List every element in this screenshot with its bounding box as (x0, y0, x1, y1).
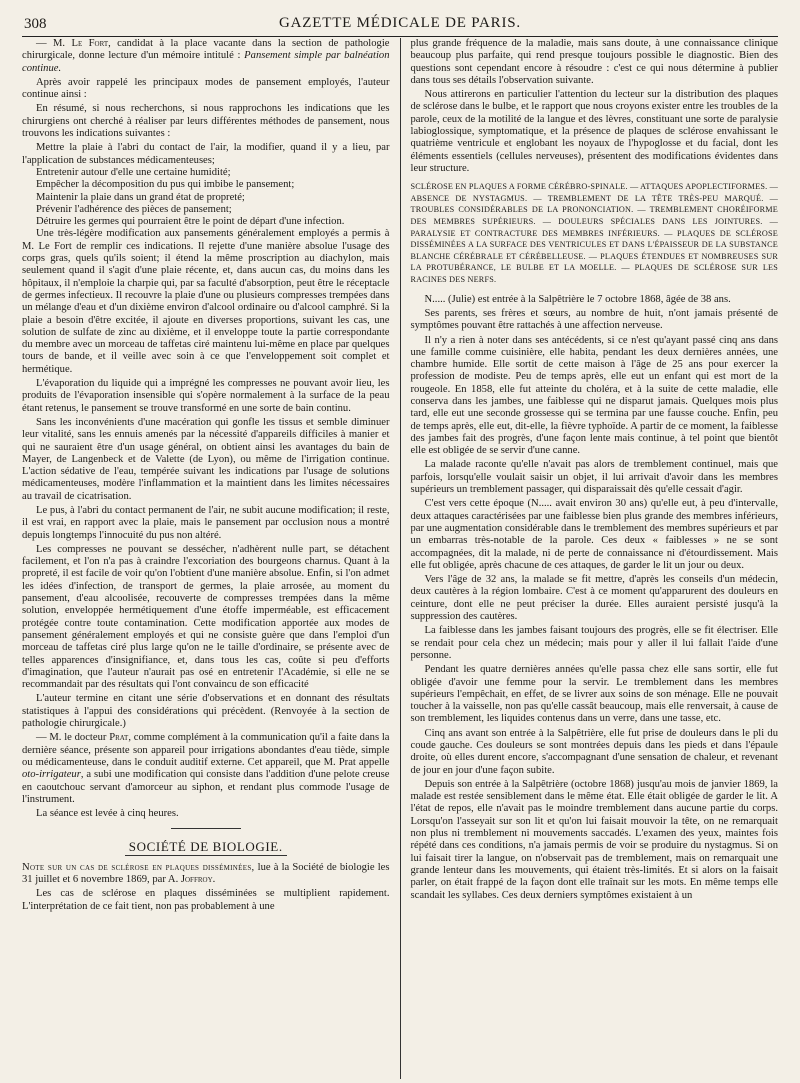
paragraph: Après avoir rappelé les principaux modes de pansement employés, l'auteur continue ainsi : (22, 76, 390, 101)
paragraph: Les cas de sclérose en plaques disséminées se multiplient rapidement. L'interprétation de ce fait tient, non pas probablement à une (22, 888, 390, 912)
paragraph: Le pus, à l'abri du contact permanent de l'air, ne subit aucune modification; il reste, il est vrai, en rapport avec la plaie, mais le pansement par occlusion nous a montré depuis longtemps l'innocuité du pus non altéré. (22, 504, 390, 541)
right-column (401, 38, 779, 1079)
text-run: , candidat à la place vacante dans la section de pathologie chirurgicale, donne lecture d'un mémoire intitulé : (22, 38, 390, 62)
text-run: — M. le docteur (36, 732, 110, 744)
paragraph: Une très-légère modification aux pansements généralement employés a permis à M. Le Fort de remplir ces indications. Il rejette d'une manière absolue l'usage des corps gras, quels qu'ils soient; il étend la même proscription au diachylon, mais seulement quand il s'agit d'une plaie récente, et, dans aucun cas, du moins dans les hôpitaux, il n'emploie la charpie qui, par sa faculté d'absorption, peut être le réceptacle de germes infectieux. Il recouvre la plaie d'une ou plusieurs compresses trempées dans un mélange d'eau et d'un dixième environ d'alcool ordinaire ou d'alcool camphré. Si la plaie a besoin d'être excitée, il ajoute en diverses proportions, suivant les cas, une solution de sulfate de zinc au dixième, et il enveloppe toute la partie correspondante du membre avec un morceau de taffetas ciré maintenu lui-même en place par quelques tours de bande, et il veille avec soin à ce que l'enveloppement soit complet et hermétique. (22, 228, 390, 375)
journal-title: GAZETTE MÉDICALE DE PARIS. (279, 15, 521, 31)
paragraph: Vers l'âge de 32 ans, la malade se fit mettre, d'après les conseils d'un médecin, deux cautères à la région lombaire. C'est à ce moment qu'apparurent des douleurs en ceinture, dont elle ne peut préciser la durée. Elles auraient persisté jusqu'à la suppression des cautères. (410, 574, 778, 623)
memoir-title: Pansement simple par balnéation continue. (22, 50, 390, 74)
page-number: 308 (24, 16, 47, 32)
paragraph: L'évaporation du liquide qui a imprégné les compresses ne pouvant avoir lieu, les produits de l'évaporation insensible qui s'opère normalement à la surface de la peau étant retenus, le pansement se trouve transformé en une sorte de bain continu. (22, 378, 390, 414)
paragraph: Il n'y a rien à noter dans ses antécédents, si ce n'est qu'ayant passé cinq ans dans une famille comme cuisinière, elle habita, pendant les deux dernières années, une chambre humide. Elle sortit de cette maison à l'âge de 25 ans pour exercer la profession de modiste. Peu de temps après, elle eut un enfant qui est mort de la rougeole. En 1858, elle fut atteinte du choléra, et à la suite de cette maladie, elle conserva dans les jambes, une faiblesse qui ne disparut jamais. Quelques mois plus tard, elle eut une seconde grossesse qui se termina par une fausse couche. Enfin, peu de temps après, elle eut, dit-elle, la fièvre typhoïde. A partir de ce moment, la faiblesse des jambes fait des progrès, d'une façon lente mais continue, à tel point que bientôt elle est obligée de se servir d'une canne. (410, 334, 778, 457)
paragraph: C'est vers cette époque (N..... avait environ 30 ans) qu'elle eut, à peu d'intervalle, deux attaques caractérisées par une faiblesse bien plus grande des membres inférieurs, par une augmentation considérable dans le tremblement des membres supérieurs et par un embarras très-notable de la parole. Ces deux « faiblesses » ne se sont accompagnées, dit la malade, ni de perte de connaissance ni d'étourdissement. Mais elle fut obligée, après chacune de ces attaques, de garder le lit un jour ou deux. (410, 498, 778, 571)
text-run: , comme complément à la communication qu'il a faite dans la dernière séance, présente son appareil pour irrigations abondantes d'eau tiède, simple ou médicamenteuse, dans le conduit auditif externe. Cet appareil, que M. Prat appelle (22, 732, 390, 768)
indication-item: Maintenir la plaie dans un grand état de propreté; (36, 191, 245, 203)
note-heading (22, 862, 390, 887)
section-heading (22, 841, 390, 853)
indications-list (22, 142, 390, 228)
note-title: Note sur un cas de sclérose en plaques disséminées, (22, 861, 255, 873)
case-summary (411, 181, 779, 285)
indication-item: Mettre la plaie à l'abri du contact de l'air, la modifier, quand il y a lieu, par l'application de substances médicamenteuses; (22, 142, 390, 166)
indication-item: Empêcher la décomposition du pus qui imbibe le pansement; (36, 179, 295, 191)
text-run: lue à la Société de biologie les 31 juillet et 6 novembre 1869, par A. (22, 861, 390, 885)
paragraph: L'auteur termine en citant une série d'observations et en donnant des résultats statistiques à l'appui des considérations qui précèdent. (Renvoyée à la section de pathologie chirurgicale.) (22, 693, 390, 730)
text-run: . (212, 874, 216, 885)
paragraph: plus grande fréquence de la maladie, mais sans doute, à une connaissance clinique beaucoup plus parfaite, qui rend presque toujours possible le diagnostic. Bien des questions sont cependant encore à résoudre : c'est ce qui nous détermine à publier dans tous ses détails l'observation suivante. (410, 38, 778, 86)
prat-paragraph (22, 732, 390, 806)
paragraph: N..... (Julie) est entrée à la Salpêtrière le 7 octobre 1868, âgée de 38 ans. (424, 293, 731, 305)
indication-item: Entretenir autour d'elle une certaine humidité; (36, 166, 231, 178)
paragraph: Pendant les quatre dernières années qu'elle passa chez elle sans sortir, elle fut obligée d'avoir une femme pour la servir. Le tremblement dans les membres supérieurs l'empêchait, en effet, de se livrer aux soins de son ménage. Elle ne pouvait toucher à la vaisselle, non pas qu'elle cassât beaucoup, mais elle renversait, à cause de son tremblement, les liquides contenus dans un verre, dans une tasse, etc. (410, 664, 778, 725)
device-name: oto-irrigateur (22, 769, 81, 781)
le-fort-paragraph (22, 38, 390, 75)
paragraph: La malade raconte qu'elle n'avait pas alors de tremblement continuel, mais que parfois, lorsqu'elle voulait saisir un objet, il lui arrivait d'avoir dans les membres supérieurs un tremblement passager, qui disparaissait dès qu'elle cessait d'agir. (410, 459, 778, 496)
indication-item: Détruire les germes qui pourraient être le point de départ d'une infection. (36, 216, 345, 228)
case-summary-text: SCLÉROSE EN PLAQUES A FORME CÉRÉBRO-SPINALE. — ATTAQUES APOPLECTIFORMES. — ABSENCE DE NYSTAGMUS. — TREMBLEMENT DE LA TÊTE TRÈS-PEU MARQUÉ. — TROUBLES CONSIDÉRABLES DE LA PRONONCIATION. — TREMBLEMENT CHORÉIFORME DES MEMBRES SUPÉRIEURS. — DOULEURS SPÉCIALES DANS LES JOINTURES. — PARALYSIE ET CONTRACTURE DES MEMBRES INFÉRIEURS. — PLAQUES DE SCLÉROSE DISSÉMINÉES A LA SURFACE DES VENTRICULES ET DANS L'ÉPAISSEUR DE LA SUBSTANCE BLANCHE CÉRÉBRALE ET CÉRÉBELLEUSE. — PLAQUES ÉTENDUES ET NOMBREUSES SUR LA PROTUBÉRANCE, LE BULBE ET LA MOELLE. — PLAQUES DE SCLÉROSE SUR LES RACINES DES NERFS. (410, 182, 778, 285)
indication-item: Prévenir l'adhérence des pièces de pansement; (36, 203, 232, 215)
paragraph: Nous attirerons en particulier l'attention du lecteur sur la distribution des plaques de sclérose dans le bulbe, et le rapport que nous croyons exister entre les troubles de la parole, ceux de la motilité de la langue et des lèvres, constituant une sorte de paralysie labioglossique, symptomatique, et la présence de plaques de sclérose envahissant le quatrième ventricule et englobant les noyaux de l'hypoglosse et du facial, dont les éléments essentiels (cellules nerveuses), présentent des modifications évidentes dans leur structure. (410, 89, 778, 174)
page-header (22, 10, 778, 37)
paragraph: La séance est levée à cinq heures. (36, 808, 179, 820)
left-column (22, 38, 400, 1079)
author-name: Joffroy (180, 874, 213, 885)
paragraph: En résumé, si nous recherchons, si nous rapprochons les indications que les chirurgiens ont cherché à réaliser par leurs différentes méthodes de pansement, nous trouvons les indications suivantes : (22, 103, 390, 140)
text-run: — M. (36, 38, 72, 49)
paragraph: Ses parents, ses frères et sœurs, au nombre de huit, n'ont jamais présenté de symptômes pouvant être rattachés à une affection nerveuse. (410, 307, 778, 332)
paragraph: Les compresses ne pouvant se dessécher, n'adhèrent nulle part, se détachent facilement, et l'on n'a pas à craindre l'excoriation des bourgeons charnus. Quant à la propreté, il est facile de voir qu'on l'obtient d'une manière absolue. Enfin, si l'on admet les idées d'infection, de transport de germes, la plaie arrosée, au moment du pansement, d'eau alcoolisée, recouverte de compresses trempées dans la même solution, enveloppée hermétiquement d'une étoffe imperméable, est efficacement protégée contre toute contamination. Cette modification apportée aux modes de pansement généralement employés et qui ne consiste guère que dans l'emploi d'un morceau de taffetas ciré plus large qu'on ne le taille d'ordinaire, se présente avec de telles apparences d'insignifiance, et, dans tous les cas, coûte si peu d'efforts d'imagination, que l'auteur n'aurait pas osé en entretenir l'Académie, si elle ne se recommandait par des résultats qui l'ont convaincu de son efficacité (22, 543, 390, 691)
section-divider (171, 828, 241, 829)
paragraph: Cinq ans avant son entrée à la Salpêtrière, elle fut prise de douleurs dans le pli du coude gauche. Ces douleurs se sont montrées depuis dans les pieds et dans l'épaule droite, où elles durent encore, s'accompagnant d'une sensation de chaleur, et revenant de jour en jour d'une façon subite. (410, 727, 778, 776)
paragraph: La faiblesse dans les jambes faisant toujours des progrès, elle se fit électriser. Elle se rendait pour cela chez un médecin; mais pour y aller il lui fallait l'aide d'une personne. (410, 625, 778, 661)
text-run: , a subi une modification qui consiste dans l'addition d'une pelote creuse en caoutchouc servant d'amorceur au siphon, et rendant plus commode l'usage de l'instrument. (22, 769, 390, 805)
author-name: Prat (109, 732, 129, 744)
paragraph: Depuis son entrée à la Salpêtrière (octobre 1868) jusqu'au mois de janvier 1869, la malade est restée sensiblement dans le même état. Elle était obligée de garder le lit. A l'état de repos, elle n'avait pas le moindre tremblement dans aucune partie du corps. Lorsqu'on l'asseyait sur son lit et qu'on lui faisait mouvoir la tête, on ne remarquait non plus ni tremblement ni mouvements saccadés. L'examen des yeux, maintes fois répété dans ces conditions, n'a jamais permis de voir se produire du nystagmus. Si on lui faisait tirer la langue, on n'observait pas de tremblement, mais on remarquait une grande lenteur dans les mouvements, qui étaient très-limités. Et si alors on la faisait parler, on était frappé de la façon dont elle traînait sur les mots. En même temps elle scandait les syllabes. Ces deux derniers symptômes existaient à un (410, 778, 778, 901)
text-columns (22, 38, 778, 1079)
paragraph: Sans les inconvénients d'une macération qui gonfle les tissus et semble diminuer leur vitalité, sans les ennuis amenés par la nécessité d'appareils difficiles à manier et qui ne sauraient être d'un usage général, on obtient ainsi les avantages du bain de Mayer, de Langenbeck et de Valette (de Lyon), ou même de l'irrigation continue. L'action sédative de l'eau, tempérée suivant les indications par l'usage de solutions médicamenteuses, modère l'inflammation et la maintient dans les limites nécessaires au travail de cicatrisation. (22, 416, 390, 502)
section-heading-text: SOCIÉTÉ DE BIOLOGIE. (125, 839, 287, 856)
author-name: Le Fort (71, 38, 109, 49)
